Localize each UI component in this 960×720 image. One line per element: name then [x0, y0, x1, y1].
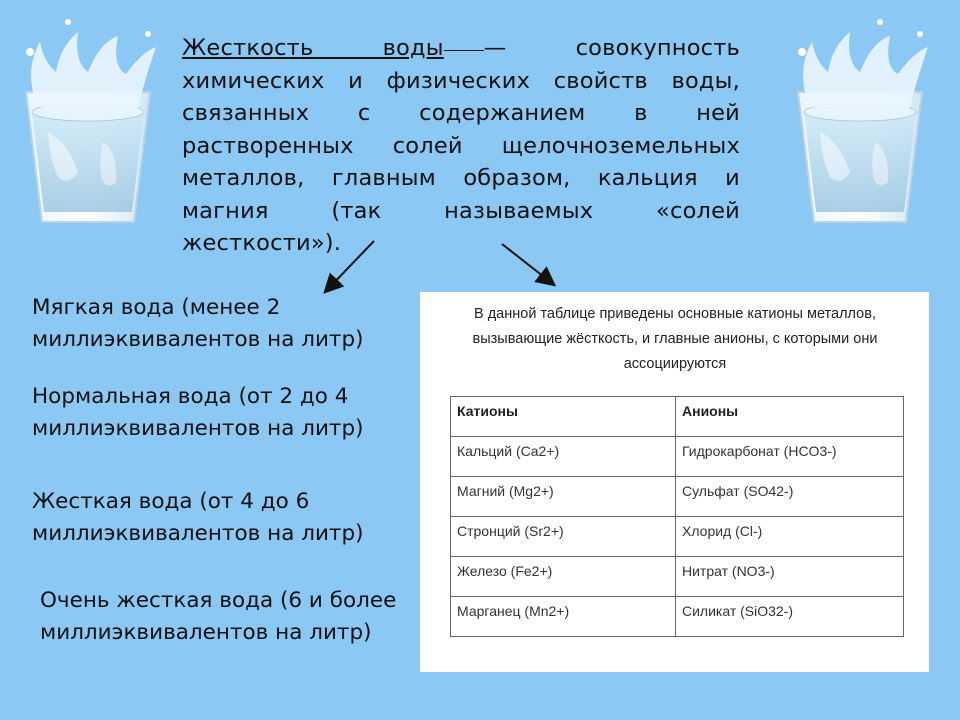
category-normal-water: Нормальная вода (от 2 до 4 миллиэквивалентов на литр)	[32, 384, 364, 441]
table-row	[451, 557, 904, 597]
cation-cell: Магний (Mg2+)	[451, 477, 676, 517]
table-row	[451, 437, 904, 477]
definition-dash: —	[483, 35, 507, 61]
table-row	[451, 597, 904, 637]
header-cations: Катионы	[451, 397, 676, 437]
cation-cell: Марганец (Mn2+)	[451, 597, 676, 637]
arrow-icon	[326, 241, 374, 291]
table-caption: В данной таблице приведены основные катионы металлов, вызывающие жёсткость, и главные анионы, с которыми они ассоциируются	[472, 306, 878, 372]
anion-cell: Гидрокарбонат (HCO3-)	[676, 437, 904, 477]
table-row	[451, 517, 904, 557]
cation-cell: Железо (Fe2+)	[451, 557, 676, 597]
category-hard-water: Жесткая вода (от 4 до 6 миллиэквивалентов на литр)	[32, 489, 364, 546]
anion-cell: Нитрат (NO3-)	[676, 557, 904, 597]
table-header-row	[451, 397, 904, 437]
cation-cell: Кальций (Ca2+)	[451, 437, 676, 477]
table-row	[451, 477, 904, 517]
ions-table	[450, 396, 904, 637]
definition-text: совокупность химических и физических свойств воды, связанных с содержанием в ней растворенных солей щелочноземельных металлов, главным образом, кальция и магния (так называемых «солей жесткости»).	[182, 35, 741, 256]
definition-term: Жесткость воды	[182, 35, 444, 61]
ions-table-panel	[420, 292, 929, 672]
anion-cell: Силикат (SiO32-)	[676, 597, 904, 637]
anion-cell: Сульфат (SO42-)	[676, 477, 904, 517]
header-anions: Анионы	[676, 397, 904, 437]
anion-cell: Хлорид (Cl-)	[676, 517, 904, 557]
arrow-icon	[502, 244, 553, 284]
category-soft-water: Мягкая вода (менее 2 миллиэквивалентов на литр)	[32, 295, 364, 352]
cation-cell: Стронций (Sr2+)	[451, 517, 676, 557]
category-very-hard-water: Очень жесткая вода (6 и более миллиэквивалентов на литр)	[40, 588, 397, 645]
